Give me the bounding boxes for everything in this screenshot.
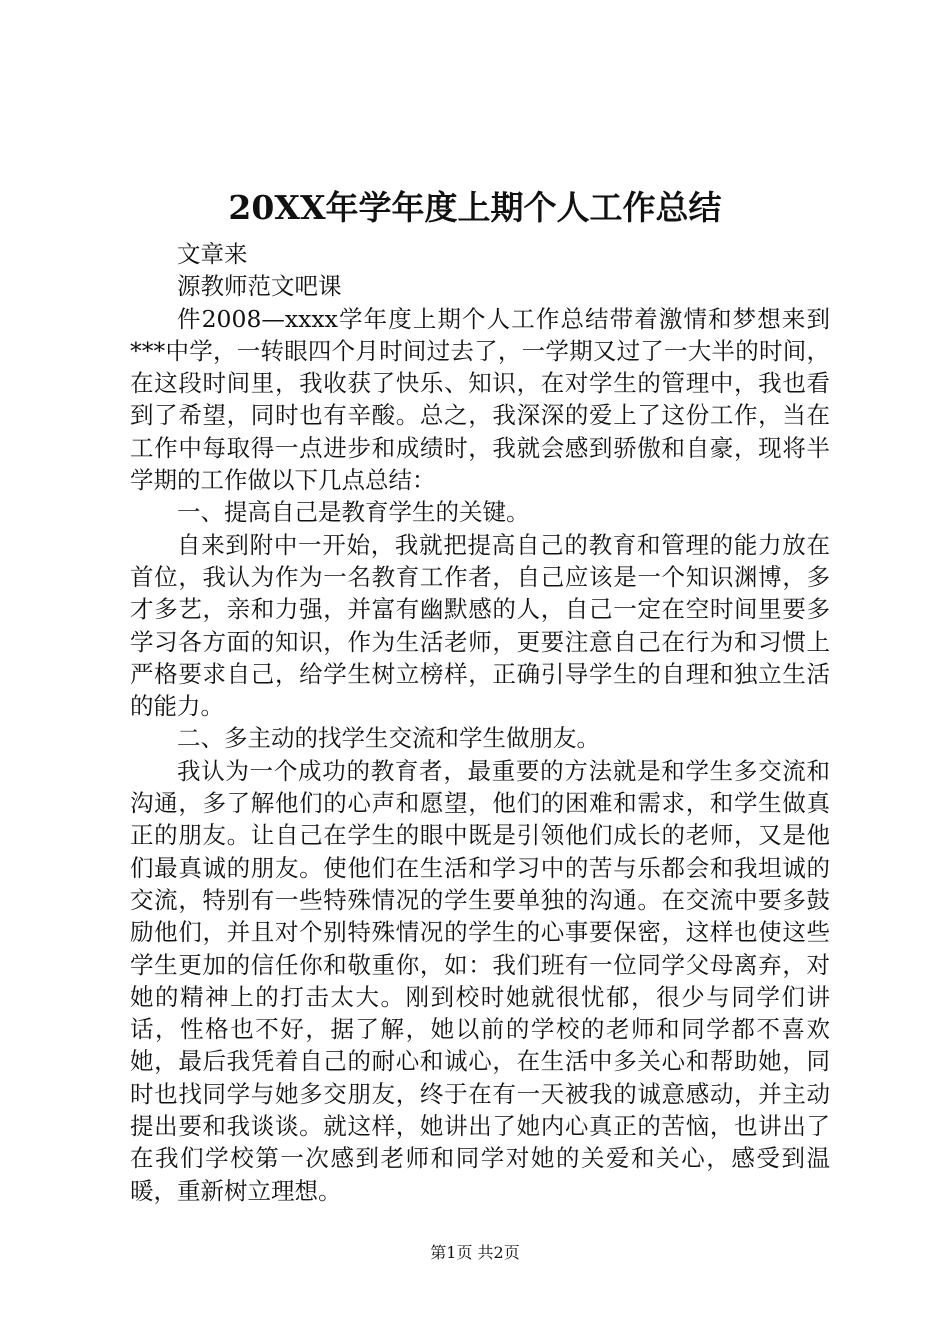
document-body: [130, 238, 830, 1207]
paragraph: 我认为一个成功的教育者，最重要的方法就是和学生多交流和沟通，多了解他们的心声和愿望，他们的困难和需求，和学生做真正的朋友。让自己在学生的眼中既是引领他们成长的老师，又是他们最真诚的朋友。使他们在生活和学习中的苦与乐都会和我坦诚的交流，特别有一些特殊情况的学生要单独的沟通。在交流中要多鼓励他们，并且对个别特殊情况的学生的心事要保密，这样也使这些学生更加的信任你和敬重你，如：我们班有一位同学父母离弃，对她的精神上的打击太大。刚到校时她就很忧郁，很少与同学们讲话，性格也不好，据了解，她以前的学校的老师和同学都不喜欢她，最后我凭着自己的耐心和诚心，在生活中多关心和帮助她，同时也找同学与她多交朋友，终于在有一天被我的诚意感动，并主动提出要和我谈谈。就这样，她讲出了她内心真正的苦恼，也讲出了在我们学校第一次感到老师和同学对她的关爱和关心，感受到温暖，重新树立理想。: [130, 756, 830, 1205]
paragraph: 自来到附中一开始，我就把提高自己的教育和管理的能力放在首位，我认为作为一名教育工作者，自己应该是一个知识渊博，多才多艺，亲和力强，并富有幽默感的人，自己一定在空时间里要多学习各方面的知识，作为生活老师，更要注意自己在行为和习惯上严格要求自己，给学生树立榜样，正确引导学生的自理和独立生活的能力。: [130, 530, 830, 721]
paragraph: 文章来: [177, 240, 248, 268]
paragraph: 件2008—xxxx学年度上期个人工作总结带着激情和梦想来到***中学，一转眼四个月时间过去了，一学期又过了一大半的时间，在这段时间里，我收获了快乐、知识，在对学生的管理中，我也看到了希望，同时也有辛酸。总之，我深深的爱上了这份工作，当在工作中每取得一点进步和成绩时，我就会感到骄傲和自豪，现将半学期的工作做以下几点总结：: [130, 304, 830, 495]
section-heading: 一、提高自己是教育学生的关键。: [177, 498, 530, 527]
paragraph: 源教师范文吧课: [177, 272, 342, 301]
section-heading: 二、多主动的找学生交流和学生做朋友。: [177, 724, 600, 753]
document-title: 20XX年学年度上期个人工作总结: [228, 188, 722, 227]
page-number-footer: 第1页 共2页: [430, 1243, 520, 1262]
